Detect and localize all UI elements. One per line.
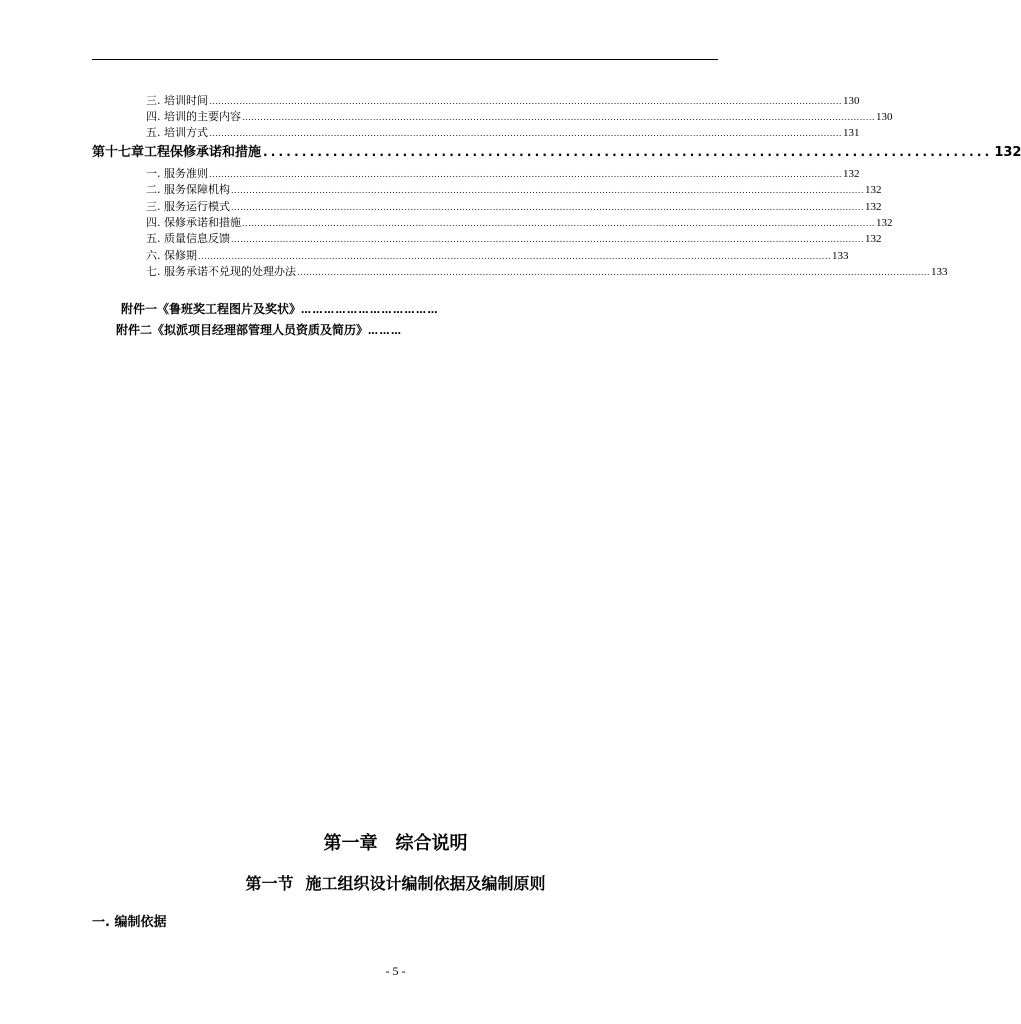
toc-entry-label: 五. 培训方式 xyxy=(146,126,208,139)
toc-leader-dots: ................................................................................................................................................................................................................ xyxy=(198,252,831,261)
toc-entry-page: 130 xyxy=(842,95,860,107)
toc-entry[interactable] xyxy=(146,265,948,279)
subsection-heading: 一. 编制依据 xyxy=(92,915,167,930)
appendix-label: 附件一《鲁班奖工程图片及奖状》 xyxy=(121,302,302,316)
toc-leader-dots: ................................................................................................................................................................................................................ xyxy=(209,129,842,138)
toc-leader-dots: ................................................................................................................................................................................................................ xyxy=(209,170,842,179)
appendix-leader: ……… xyxy=(368,326,403,337)
toc-entry[interactable] xyxy=(146,126,860,140)
toc-entry[interactable] xyxy=(146,200,882,214)
toc-entry-page: 130 xyxy=(875,111,893,123)
chapter-title: 第一章 综合说明 xyxy=(323,833,468,854)
toc-chapter-number: 第十七章 xyxy=(92,145,145,160)
toc-entry-page: 132 xyxy=(864,201,882,213)
toc-entry-label: 三. 服务运行模式 xyxy=(146,200,230,213)
section-title-line xyxy=(0,873,791,895)
toc-entry-label: 五. 质量信息反馈 xyxy=(146,232,230,245)
toc-entry-label: 三. 培训时间 xyxy=(146,94,208,107)
toc-entry[interactable] xyxy=(146,183,882,197)
toc-entry-label: 二. 服务保障机构 xyxy=(146,183,230,196)
toc-entry-page: 132 xyxy=(875,217,893,229)
toc-entry-page: 132 xyxy=(864,184,882,196)
toc-entry-page: 131 xyxy=(842,127,860,139)
toc-entry-label: 七. 服务承诺不兑现的处理办法 xyxy=(146,265,296,278)
appendix-entry[interactable] xyxy=(121,301,439,319)
toc-leader-dots: ................................................................................................................................................................................................................ xyxy=(231,235,864,244)
toc-leader-dots: ................................................................................................................................................................................................................ xyxy=(231,203,864,212)
header-rule xyxy=(92,59,718,60)
toc-entry-label: 六. 保修期 xyxy=(146,249,197,262)
toc-leader-dots: ................................................................................................................................................................................................................ xyxy=(209,97,842,106)
toc-entry[interactable] xyxy=(146,249,849,263)
toc-entry-label: 一. 服务准则 xyxy=(146,167,208,180)
toc-entry[interactable] xyxy=(146,167,860,181)
appendix-label: 附件二《拟派项目经理部管理人员资质及简历》 xyxy=(116,323,369,337)
appendix-entry[interactable] xyxy=(116,322,403,340)
toc-entry-label: 四. 培训的主要内容 xyxy=(146,110,241,123)
section-number: 第一节 xyxy=(245,874,294,893)
toc-leader-dots: ................................................................................................................................................................................................................ xyxy=(242,113,875,122)
appendix-leader: ……………………………… xyxy=(301,305,440,316)
section-title: 施工组织设计编制依据及编制原则 xyxy=(305,874,546,893)
toc-leader-dots: .............................................................................................. xyxy=(263,145,993,159)
toc-entry[interactable] xyxy=(146,94,860,108)
toc-leader-dots: ................................................................................................................................................................................................................ xyxy=(242,219,875,228)
toc-entry-page: 133 xyxy=(831,250,849,262)
toc-leader-dots: ................................................................................................................................................................................................................ xyxy=(297,268,930,277)
toc-entry-page: 132 xyxy=(864,233,882,245)
toc-chapter-entry[interactable] xyxy=(92,143,1021,161)
toc-entry-label: 四. 保修承诺和措施 xyxy=(146,216,241,229)
toc-entry[interactable] xyxy=(146,216,893,230)
toc-entry-page: 132 xyxy=(842,168,860,180)
toc-entry[interactable] xyxy=(146,232,882,246)
toc-leader-dots: ................................................................................................................................................................................................................ xyxy=(231,186,864,195)
toc-chapter-page: 132 xyxy=(994,145,1021,160)
toc-entry-page: 133 xyxy=(930,266,948,278)
page-number: - 5 - xyxy=(385,964,406,978)
toc-chapter-title: 工程保修承诺和措施 xyxy=(144,145,262,160)
toc-entry[interactable] xyxy=(146,110,893,124)
